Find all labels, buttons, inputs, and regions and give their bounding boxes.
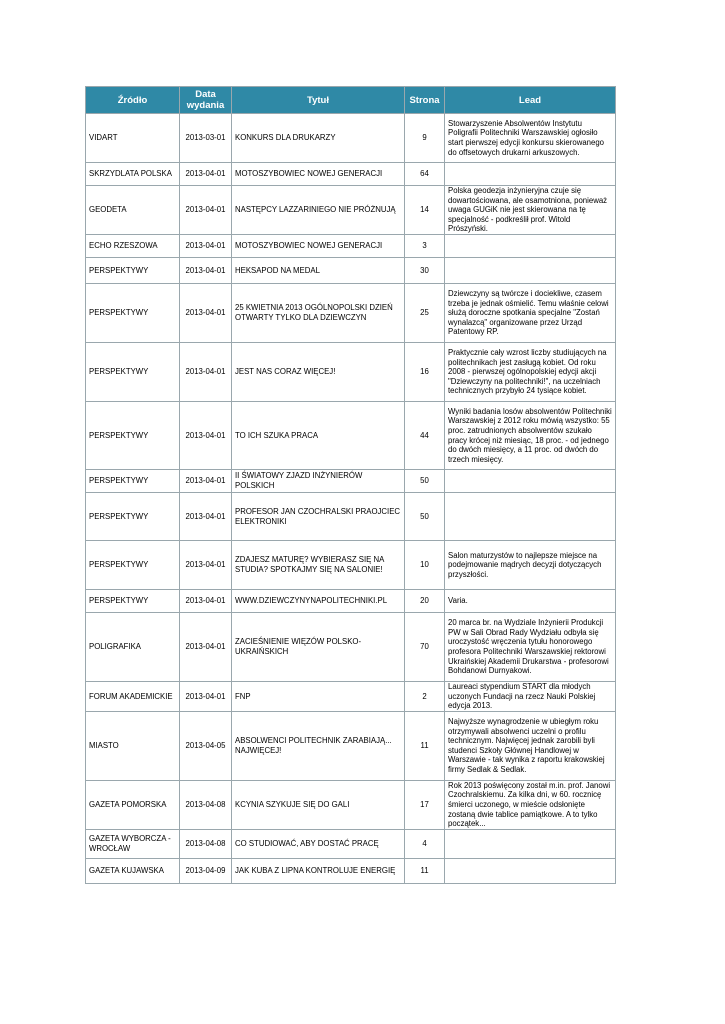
table-row [86,780,616,829]
cell-title: TO ICH SZUKA PRACA [232,402,405,470]
cell-source: PERSPEKTYWY [86,470,180,493]
table-row [86,590,616,613]
table-body [86,114,616,884]
cell-source: GAZETA KUJAWSKA [86,858,180,883]
cell-source: ECHO RZESZOWA [86,235,180,258]
cell-title: MOTOSZYBOWIEC NOWEJ GENERACJI [232,235,405,258]
cell-page: 3 [405,235,445,258]
cell-page: 50 [405,470,445,493]
cell-title: KONKURS DLA DRUKARZY [232,114,405,163]
cell-title: PROFESOR JAN CZOCHRALSKI PRAOJCIEC ELEKTRONIKI [232,493,405,541]
cell-page: 50 [405,493,445,541]
cell-title: II ŚWIATOWY ZJAZD INŻYNIERÓW POLSKICH [232,470,405,493]
cell-page: 16 [405,343,445,402]
table-row [86,258,616,284]
table-row [86,235,616,258]
cell-source: VIDART [86,114,180,163]
cell-lead: Polska geodezja inżynieryjna czuje się dowartościowana, ale osamotniona, ponieważ uwaga GUGiK nie jest skierowana na tę specjalność - podkreślił prof. Witold Prószyński. [445,186,616,235]
header-date: Data wydania [180,87,232,114]
cell-lead: 20 marca br. na Wydziale Inżynierii Produkcji PW w Sali Obrad Rady Wydziału odbyła się uroczystość wręczenia tytułu honorowego profesora Politechniki Warszawskiej rektorowi Ukraińskiej Akademii Drukarstwa - profesorowi Bohdanowi Durnyakowi. [445,613,616,682]
table-row [86,402,616,470]
cell-lead [445,829,616,858]
cell-lead: Laureaci stypendium START dla młodych uczonych Fundacji na rzecz Nauki Polskiej edycja 2013. [445,682,616,712]
table-row [86,858,616,883]
cell-date: 2013-04-01 [180,284,232,343]
cell-date: 2013-04-08 [180,829,232,858]
cell-source: PERSPEKTYWY [86,258,180,284]
cell-lead: Najwyższe wynagrodzenie w ubiegłym roku otrzymywali absolwenci uczelni o profilu technicznym. Najwięcej jednak zarobili byli studenci Szkoły Głównej Handlowej w Warszawie - tak wynika z raportu krakowskiej firmy Sedlak & Sedlak. [445,711,616,780]
cell-title: ABSOLWENCI POLITECHNIK ZARABIAJĄ... NAJWIĘCEJ! [232,711,405,780]
cell-lead [445,163,616,186]
cell-title: ZACIEŚNIENIE WIĘZÓW POLSKO-UKRAIŃSKICH [232,613,405,682]
cell-source: PERSPEKTYWY [86,284,180,343]
cell-title: JEST NAS CORAZ WIĘCEJ! [232,343,405,402]
cell-page: 64 [405,163,445,186]
table-row [86,343,616,402]
cell-lead [445,493,616,541]
table-row [86,829,616,858]
cell-date: 2013-04-01 [180,258,232,284]
table-row [86,186,616,235]
cell-lead: Salon maturzystów to najlepsze miejsce na podejmowanie mądrych decyzji dotyczących przyszłości. [445,541,616,590]
cell-date: 2013-04-01 [180,541,232,590]
table-row [86,682,616,712]
cell-source: POLIGRAFIKA [86,613,180,682]
cell-source: GEODETA [86,186,180,235]
cell-date: 2013-04-09 [180,858,232,883]
header-source: Źródło [86,87,180,114]
cell-date: 2013-04-05 [180,711,232,780]
table-row [86,493,616,541]
cell-page: 25 [405,284,445,343]
cell-title: KCYNIA SZYKUJE SIĘ DO GALI [232,780,405,829]
cell-page: 2 [405,682,445,712]
cell-title: MOTOSZYBOWIEC NOWEJ GENERACJI [232,163,405,186]
cell-page: 10 [405,541,445,590]
cell-page: 9 [405,114,445,163]
header-title: Tytuł [232,87,405,114]
cell-lead [445,258,616,284]
cell-date: 2013-04-08 [180,780,232,829]
cell-title: FNP [232,682,405,712]
cell-page: 20 [405,590,445,613]
cell-page: 11 [405,711,445,780]
table-row [86,541,616,590]
cell-lead [445,470,616,493]
cell-date: 2013-04-01 [180,493,232,541]
cell-lead: Rok 2013 poświęcony został m.in. prof. Janowi Czochralskiemu. Za kilka dni, w 60. rocznicę śmierci uczonego, w mieście odsłonięte zostaną dwie tablice pamiątkowe. A to tylko początek... [445,780,616,829]
cell-date: 2013-04-01 [180,343,232,402]
header-row [86,87,616,114]
cell-lead: Dziewczyny są twórcze i dociekliwe, czasem trzeba je jednak ośmielić. Temu właśnie celowi służą doroczne spotkania specjalne "Zostań wynalazcą" organizowane przez Urząd Patentowy RP. [445,284,616,343]
table-row [86,163,616,186]
cell-date: 2013-04-01 [180,590,232,613]
cell-date: 2013-04-01 [180,163,232,186]
cell-page: 14 [405,186,445,235]
cell-source: MIASTO [86,711,180,780]
table-row [86,711,616,780]
cell-date: 2013-04-01 [180,235,232,258]
table-row [86,613,616,682]
cell-title: HEKSAPOD NA MEDAL [232,258,405,284]
cell-date: 2013-04-01 [180,682,232,712]
cell-lead: Stowarzyszenie Absolwentów Instytutu Poligrafii Politechniki Warszawskiej ogłosiło start pierwszej edycji konkursu skierowanego do offsetowych drukarni arkuszowych. [445,114,616,163]
cell-source: FORUM AKADEMICKIE [86,682,180,712]
cell-source: PERSPEKTYWY [86,590,180,613]
cell-page: 30 [405,258,445,284]
cell-title: JAK KUBA Z LIPNA KONTROLUJE ENERGIĘ [232,858,405,883]
cell-page: 11 [405,858,445,883]
press-clippings-table [85,86,616,884]
cell-page: 44 [405,402,445,470]
cell-source: PERSPEKTYWY [86,493,180,541]
cell-date: 2013-04-01 [180,470,232,493]
header-page: Strona [405,87,445,114]
cell-date: 2013-03-01 [180,114,232,163]
table-row [86,284,616,343]
table-row [86,470,616,493]
header-lead: Lead [445,87,616,114]
cell-lead: Varia. [445,590,616,613]
cell-date: 2013-04-01 [180,186,232,235]
cell-source: GAZETA WYBORCZA - WROCŁAW [86,829,180,858]
cell-source: SKRZYDLATA POLSKA [86,163,180,186]
cell-title: WWW.DZIEWCZYNYNAPOLITECHNIKI.PL [232,590,405,613]
cell-source: PERSPEKTYWY [86,343,180,402]
cell-lead [445,235,616,258]
cell-source: PERSPEKTYWY [86,541,180,590]
cell-date: 2013-04-01 [180,402,232,470]
table-row [86,114,616,163]
cell-source: GAZETA POMORSKA [86,780,180,829]
cell-lead [445,858,616,883]
cell-page: 17 [405,780,445,829]
cell-page: 70 [405,613,445,682]
cell-lead: Praktycznie cały wzrost liczby studiujących na politechnikach jest zasługą kobiet. Od roku 2008 - pierwszej ogólnopolskiej edycji akcji "Dziewczyny na politechniki!", na uczelniach technicznych przybyło 24 tysiące kobiet. [445,343,616,402]
cell-title: 25 KWIETNIA 2013 OGÓLNOPOLSKI DZIEŃ OTWARTY TYLKO DLA DZIEWCZYN [232,284,405,343]
cell-source: PERSPEKTYWY [86,402,180,470]
cell-lead: Wyniki badania losów absolwentów Politechniki Warszawskiej z 2012 roku mówią wszystko: 55 proc. zatrudnionych absolwentów szukało pracy krócej niż miesiąc, 18 proc. - od jednego do dwóch miesięcy, a 11 proc. od dwóch do trzech miesięcy. [445,402,616,470]
cell-title: CO STUDIOWAĆ, ABY DOSTAĆ PRACĘ [232,829,405,858]
cell-date: 2013-04-01 [180,613,232,682]
cell-title: ZDAJESZ MATURĘ? WYBIERASZ SIĘ NA STUDIA? SPOTKAJMY SIĘ NA SALONIE! [232,541,405,590]
cell-page: 4 [405,829,445,858]
cell-title: NASTĘPCY LAZZARINIEGO NIE PRÓŻNUJĄ [232,186,405,235]
